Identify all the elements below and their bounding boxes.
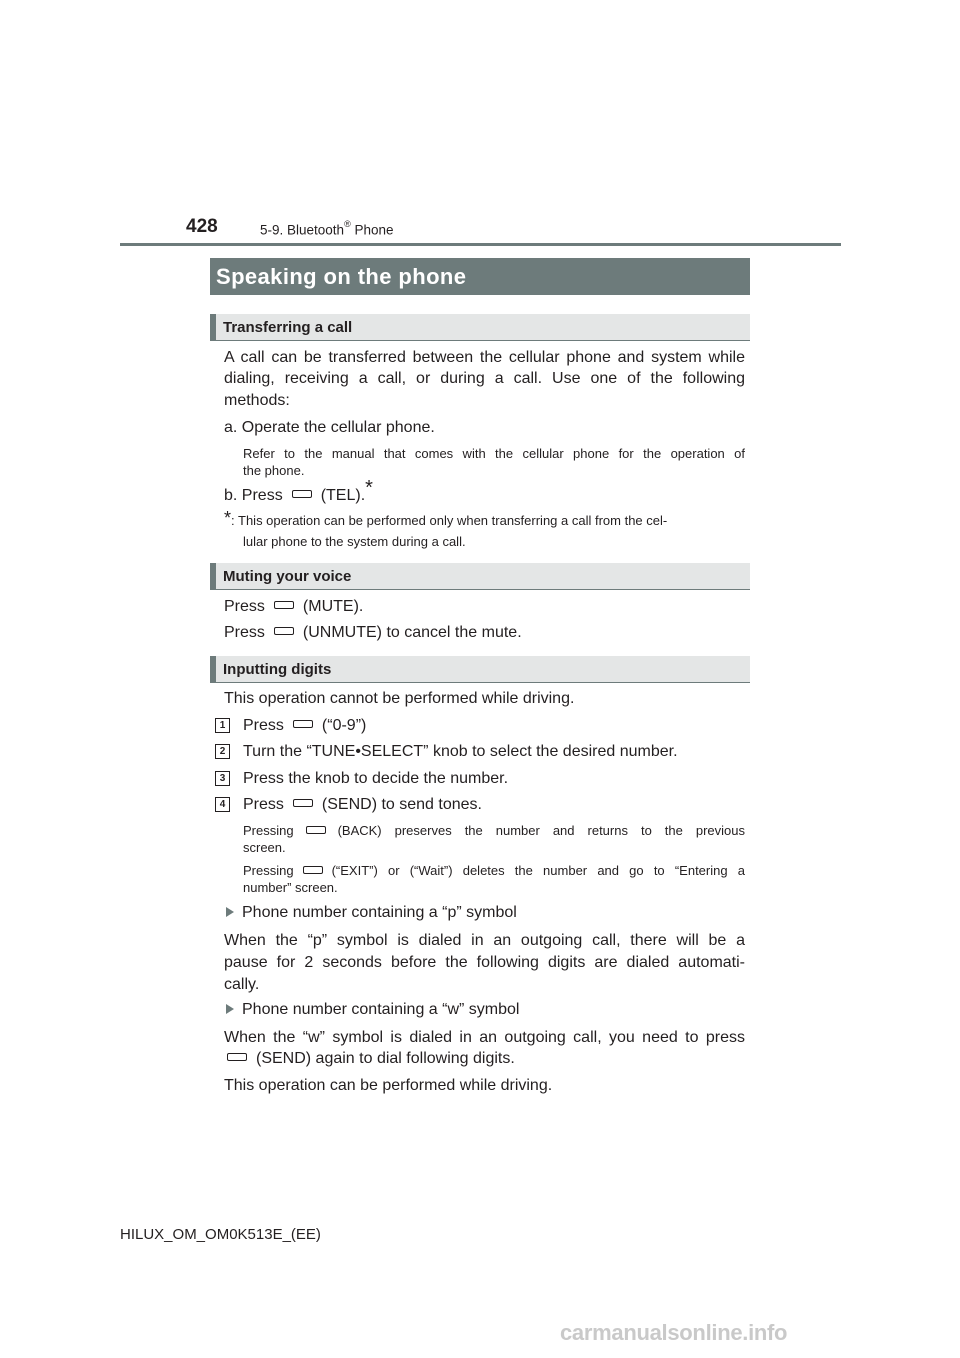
footnote-line1: *: This operation can be performed only when transferring a call from the cel- (224, 508, 668, 528)
step-3: Press the knob to decide the number. (243, 770, 509, 787)
step-2: Turn the “TUNE•SELECT” knob to select the desired number. (243, 743, 678, 760)
closing-note: This operation can be performed while driving. (224, 1077, 553, 1094)
step-number: 1 (215, 718, 230, 733)
w-symbol-heading: Phone number containing a “w” symbol (226, 999, 519, 1020)
back-note-line1: Pressing (BACK) preserves the number and returns to the previous (243, 823, 745, 838)
back-button-icon (306, 826, 326, 834)
digits-intro: This operation cannot be performed while driving. (224, 690, 575, 707)
option-a-note-line2: the phone. (243, 463, 305, 478)
p-line2: pause for 2 seconds before the following digits are dialed automati- (224, 954, 745, 971)
transfer-intro-line2: dialing, receiving a call, or during a call. Use one of the following (224, 370, 745, 387)
step-4: Press (SEND) to send tones. (243, 796, 482, 813)
header-rule (120, 243, 841, 246)
title-bar (210, 258, 750, 295)
transfer-intro-line3: methods: (224, 392, 290, 409)
footer-code: HILUX_OM_OM0K513E_(EE) (120, 1226, 321, 1243)
subheading-digits: Inputting digits (210, 656, 750, 683)
w-line1: When the “w” symbol is dialed in an outgoing call, you need to press (224, 1029, 745, 1046)
mute-line: Press (MUTE). (224, 598, 364, 615)
p-line3: cally. (224, 976, 260, 993)
exit-note-line1: Pressing (“EXIT”) or (“Wait”) deletes the number and go to “Entering a (243, 863, 745, 878)
digits-button-icon (293, 720, 313, 728)
footnote-line2: lular phone to the system during a call. (243, 534, 466, 549)
subheading-transfer: Transferring a call (210, 314, 750, 341)
p-line1: When the “p” symbol is dialed in an outgoing call, there will be a (224, 932, 745, 949)
watermark: carmanualsonline.info (560, 1320, 788, 1345)
w-line2: (SEND) again to dial following digits. (224, 1048, 515, 1069)
page-title: Speaking on the phone (216, 264, 467, 289)
step-number: 3 (215, 771, 230, 786)
mute-button-icon (274, 601, 294, 609)
tel-button-icon (292, 490, 312, 498)
option-b: b. Press (TEL).* (224, 477, 373, 504)
step-number: 4 (215, 797, 230, 812)
triangle-bullet-icon (226, 1004, 234, 1014)
send-button-icon (293, 799, 313, 807)
back-note-line2: screen. (243, 840, 286, 855)
transfer-intro-line1: A call can be transferred between the cellular phone and system while (224, 349, 745, 366)
unmute-line: Press (UNMUTE) to cancel the mute. (224, 624, 522, 641)
unmute-button-icon (274, 627, 294, 635)
exit-button-icon (303, 866, 323, 874)
page-number: 428 (186, 216, 218, 237)
step-1: Press (“0-9”) (243, 717, 367, 734)
p-symbol-heading: Phone number containing a “p” symbol (226, 902, 517, 923)
subheading-muting: Muting your voice (210, 563, 750, 590)
step-number: 2 (215, 744, 230, 759)
triangle-bullet-icon (226, 907, 234, 917)
send-button-icon (227, 1053, 247, 1061)
exit-note-line2: number” screen. (243, 880, 338, 895)
section-title: 5-9. Bluetooth® Phone (260, 219, 394, 238)
option-a: a. Operate the cellular phone. (224, 419, 435, 436)
option-a-note-line1: Refer to the manual that comes with the cellular phone for the operation of (243, 446, 745, 461)
